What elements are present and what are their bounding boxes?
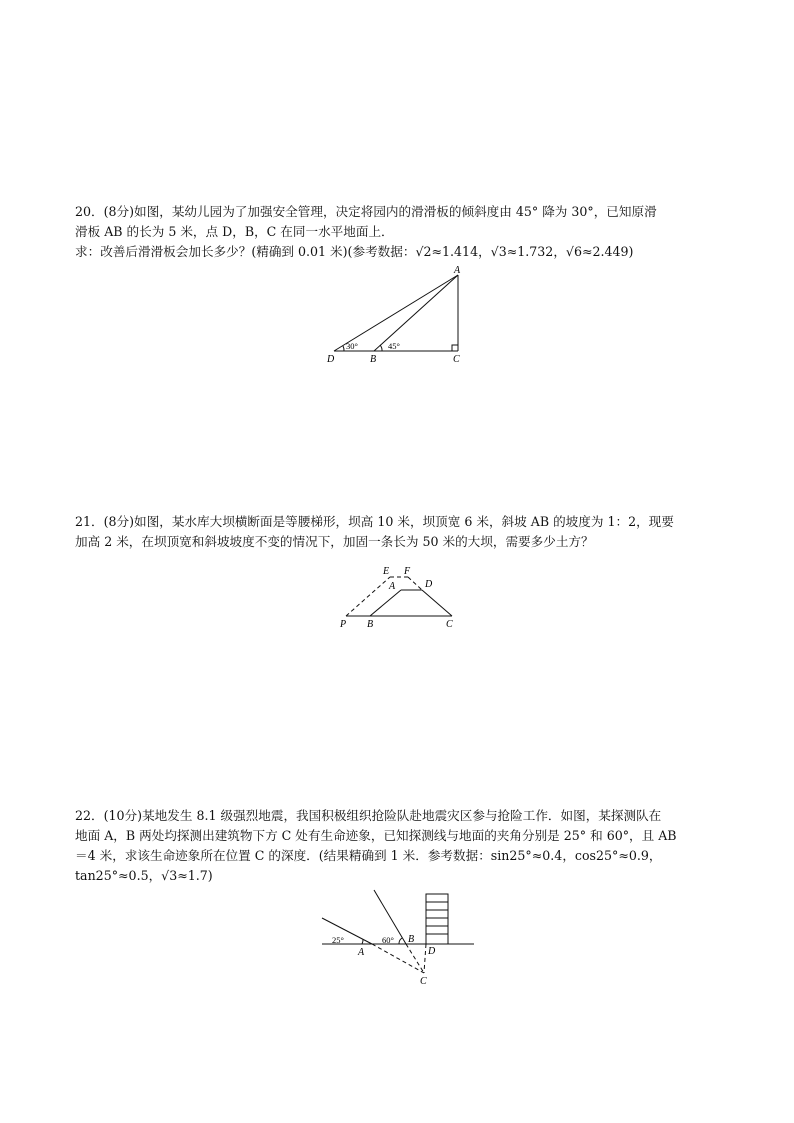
label-p: P — [340, 619, 347, 630]
label-b: B — [367, 619, 374, 630]
detection-line-a-extension — [372, 944, 424, 973]
angle-arc-d — [343, 346, 344, 351]
label-e: E — [383, 566, 390, 577]
detection-line-a — [322, 918, 372, 944]
label-a: A — [454, 265, 461, 276]
question-21 — [75, 512, 725, 552]
label-c: C — [453, 354, 460, 365]
slide-line-ad — [334, 275, 458, 351]
label-b: B — [370, 354, 377, 365]
slide-line-ab — [374, 275, 458, 351]
angle-label-d: 30° — [346, 341, 358, 351]
angle-arc-a — [362, 939, 363, 944]
question-20-figure — [322, 262, 472, 370]
slope-line-dc — [422, 590, 452, 616]
label-a: A — [389, 581, 396, 592]
angle-arc-b — [380, 345, 382, 351]
question-21-line-2: 加高 2 米，在坝顶宽和斜坡坡度不变的情况下，加固一条长为 50 米的大坝，需要多少土方？ — [75, 534, 594, 549]
right-angle-mark — [452, 345, 458, 351]
label-c: C — [446, 619, 453, 630]
question-22-line-4: tan25°≈0.5，√3≈1.7) — [75, 868, 213, 883]
slope-line-ab — [370, 590, 401, 616]
detection-line-b-extension — [406, 944, 424, 973]
angle-arc-b — [399, 938, 402, 944]
angle-label-a: 25° — [332, 935, 344, 945]
label-d: D — [425, 579, 433, 590]
raised-slope-pe — [346, 577, 390, 616]
angle-label-b: 60° — [382, 935, 394, 945]
label-c: C — [420, 976, 427, 987]
raised-slope-fd — [408, 577, 422, 590]
question-20-line-3: 求：改善后滑滑板会加长多少？(精确到 0.01 米)(参考数据：√2≈1.414，√3≈1.732，√6≈2.449) — [75, 244, 634, 259]
question-22 — [75, 806, 725, 886]
question-20 — [75, 202, 725, 262]
question-21-figure — [336, 560, 462, 632]
label-d: D — [428, 946, 436, 957]
angle-label-b: 45° — [388, 341, 400, 351]
label-a: A — [358, 947, 365, 958]
question-20-line-2: 滑板 AB 的长为 5 米，点 D，B，C 在同一水平地面上． — [75, 224, 394, 239]
label-b: B — [408, 934, 415, 945]
label-f: F — [404, 566, 411, 577]
question-22-line-2: 地面 A，B 两处均探测出建筑物下方 C 处有生命迹象，已知探测线与地面的夹角分别是 25° 和 60°，且 AB — [75, 828, 677, 843]
depth-line-dc — [424, 944, 426, 973]
question-21-line-1: 21．(8分)如图，某水库大坝横断面是等腰梯形，坝高 10 米，坝顶宽 6 米，斜坡 AB 的坡度为 1：2，现要 — [75, 514, 674, 529]
question-20-line-1: 20．(8分)如图，某幼儿园为了加强安全管理，决定将园内的滑滑板的倾斜度由 45° 降为 30°，已知原滑 — [75, 204, 657, 219]
label-d: D — [327, 354, 335, 365]
question-22-figure — [318, 888, 478, 988]
question-22-line-3: ＝4 米，求该生命迹象所在位置 C 的深度．(结果精确到 1 米．参考数据：sin25°≈0.4，cos25°≈0.9， — [75, 848, 662, 863]
question-22-line-1: 22．(10分)某地发生 8.1 级强烈地震，我国积极组织抢险队赴地震灾区参与抢险工作．如图，某探测队在 — [75, 808, 662, 823]
